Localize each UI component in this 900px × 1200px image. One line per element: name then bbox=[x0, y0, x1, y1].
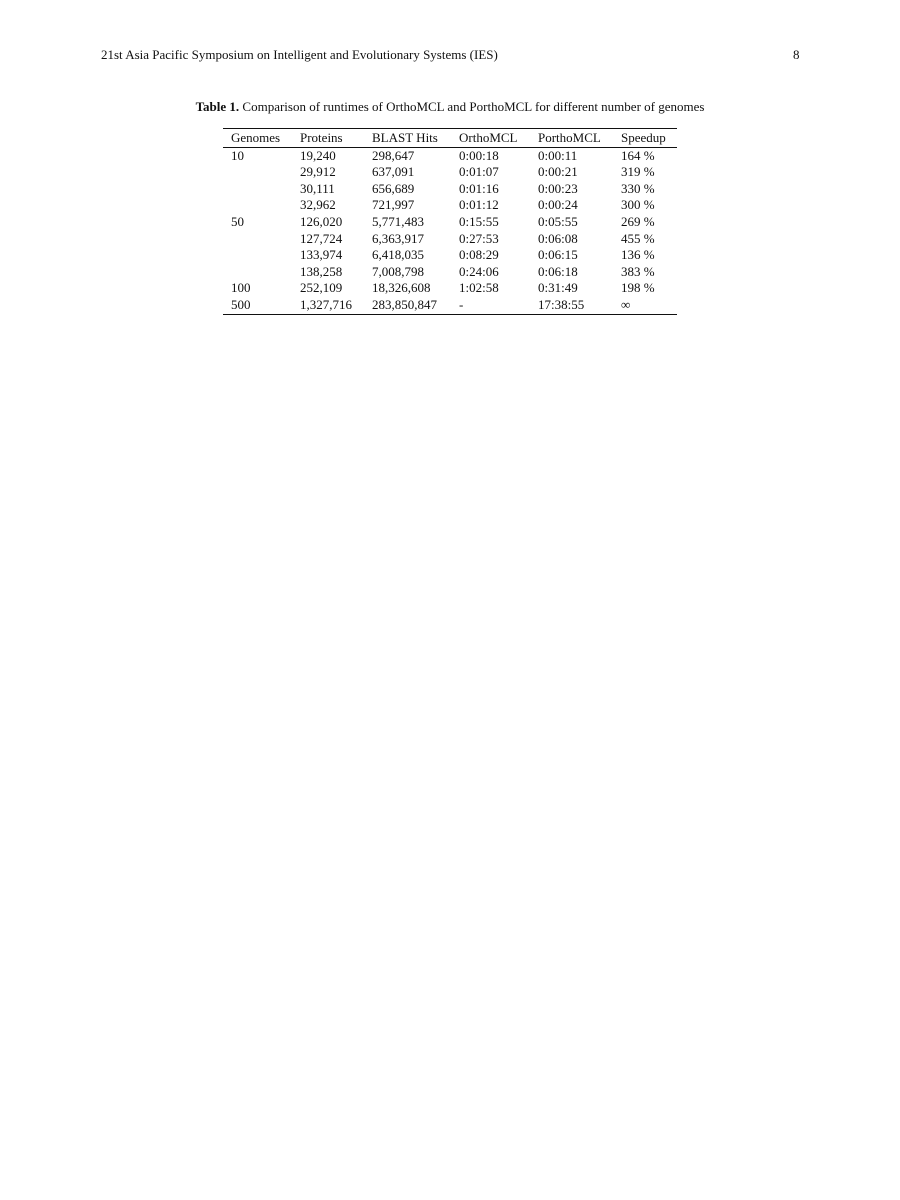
table-row bbox=[223, 247, 677, 264]
table-row bbox=[223, 214, 677, 231]
table-row bbox=[223, 181, 677, 198]
cell-proteins: 252,109 bbox=[300, 280, 343, 296]
cell-porthomcl: 0:06:18 bbox=[538, 263, 578, 279]
cell-speedup: 319 % bbox=[621, 164, 655, 180]
cell-orthomcl: 0:27:53 bbox=[459, 230, 499, 246]
cell-proteins: 29,912 bbox=[300, 164, 336, 180]
cell-speedup: 269 % bbox=[621, 213, 655, 229]
cell-genomes bbox=[223, 164, 292, 181]
cell-porthomcl: 0:00:21 bbox=[538, 164, 578, 180]
table-row bbox=[223, 280, 677, 297]
cell-speedup: ∞ bbox=[621, 296, 631, 312]
cell-blast-hits: 5,771,483 bbox=[372, 213, 424, 229]
cell-blast-hits: 283,850,847 bbox=[372, 296, 437, 312]
table-caption bbox=[0, 99, 900, 115]
cell-blast-hits: 7,008,798 bbox=[372, 263, 424, 279]
table-row bbox=[223, 147, 677, 164]
cell-genomes: 10 bbox=[231, 147, 244, 163]
cell-genomes: 500 bbox=[231, 296, 251, 312]
cell-porthomcl: 0:05:55 bbox=[538, 213, 578, 229]
table-row bbox=[223, 164, 677, 181]
cell-porthomcl: 17:38:55 bbox=[538, 296, 585, 312]
cell-porthomcl: 0:31:49 bbox=[538, 280, 578, 296]
cell-orthomcl: 0:01:12 bbox=[459, 197, 499, 213]
table-header-row bbox=[223, 129, 677, 148]
table-row bbox=[223, 264, 677, 281]
cell-proteins: 127,724 bbox=[300, 230, 343, 246]
cell-proteins: 133,974 bbox=[300, 247, 343, 263]
table-row bbox=[223, 231, 677, 248]
cell-genomes bbox=[223, 181, 292, 198]
cell-genomes bbox=[223, 264, 292, 281]
cell-blast-hits: 637,091 bbox=[372, 164, 415, 180]
cell-blast-hits: 656,689 bbox=[372, 180, 415, 196]
cell-proteins: 138,258 bbox=[300, 263, 343, 279]
cell-speedup: 164 % bbox=[621, 147, 655, 163]
cell-speedup: 300 % bbox=[621, 197, 655, 213]
cell-blast-hits: 18,326,608 bbox=[372, 280, 431, 296]
column-header-speedup: Speedup bbox=[613, 129, 677, 148]
cell-porthomcl: 0:00:24 bbox=[538, 197, 578, 213]
column-header-porthomcl: PorthoMCL bbox=[530, 129, 613, 148]
column-header-blast-hits: BLAST Hits bbox=[364, 129, 451, 148]
column-header-orthomcl: OrthoMCL bbox=[451, 129, 530, 148]
table-caption-text: Comparison of runtimes of OrthoMCL and PorthoMCL for different number of genomes bbox=[242, 99, 705, 114]
cell-orthomcl: 0:01:07 bbox=[459, 164, 499, 180]
table-caption-label: Table 1. bbox=[195, 99, 240, 114]
cell-proteins: 126,020 bbox=[300, 213, 343, 229]
runtime-comparison-table bbox=[223, 128, 677, 315]
cell-blast-hits: 721,997 bbox=[372, 197, 415, 213]
cell-speedup: 383 % bbox=[621, 263, 655, 279]
cell-porthomcl: 0:06:08 bbox=[538, 230, 578, 246]
cell-orthomcl: 0:08:29 bbox=[459, 247, 499, 263]
column-header-proteins: Proteins bbox=[292, 129, 364, 148]
cell-porthomcl: 0:00:23 bbox=[538, 180, 578, 196]
cell-genomes: 100 bbox=[231, 280, 251, 296]
cell-blast-hits: 6,418,035 bbox=[372, 247, 424, 263]
cell-speedup: 455 % bbox=[621, 230, 655, 246]
cell-orthomcl: 0:24:06 bbox=[459, 263, 499, 279]
page-number: 8 bbox=[793, 47, 800, 62]
table-row bbox=[223, 197, 677, 214]
running-title: 21st Asia Pacific Symposium on Intelligent and Evolutionary Systems (IES) bbox=[101, 47, 498, 62]
cell-proteins: 1,327,716 bbox=[300, 296, 352, 312]
cell-porthomcl: 0:06:15 bbox=[538, 247, 578, 263]
cell-genomes bbox=[223, 197, 292, 214]
table-body bbox=[223, 147, 677, 314]
cell-speedup: 330 % bbox=[621, 180, 655, 196]
cell-orthomcl: 1:02:58 bbox=[459, 280, 499, 296]
cell-proteins: 32,962 bbox=[300, 197, 336, 213]
cell-orthomcl: 0:01:16 bbox=[459, 180, 499, 196]
cell-orthomcl: 0:15:55 bbox=[459, 213, 499, 229]
cell-blast-hits: 6,363,917 bbox=[372, 230, 424, 246]
cell-proteins: 19,240 bbox=[300, 147, 336, 163]
cell-porthomcl: 0:00:11 bbox=[538, 147, 578, 163]
cell-blast-hits: 298,647 bbox=[372, 147, 415, 163]
cell-genomes: 50 bbox=[231, 213, 244, 229]
cell-proteins: 30,111 bbox=[300, 180, 335, 196]
table-row bbox=[223, 297, 677, 314]
cell-orthomcl: 0:00:18 bbox=[459, 147, 499, 163]
column-header-genomes: Genomes bbox=[223, 129, 292, 148]
cell-genomes bbox=[223, 247, 292, 264]
cell-genomes bbox=[223, 231, 292, 248]
cell-speedup: 198 % bbox=[621, 280, 655, 296]
cell-speedup: 136 % bbox=[621, 247, 655, 263]
cell-orthomcl: - bbox=[459, 296, 464, 312]
